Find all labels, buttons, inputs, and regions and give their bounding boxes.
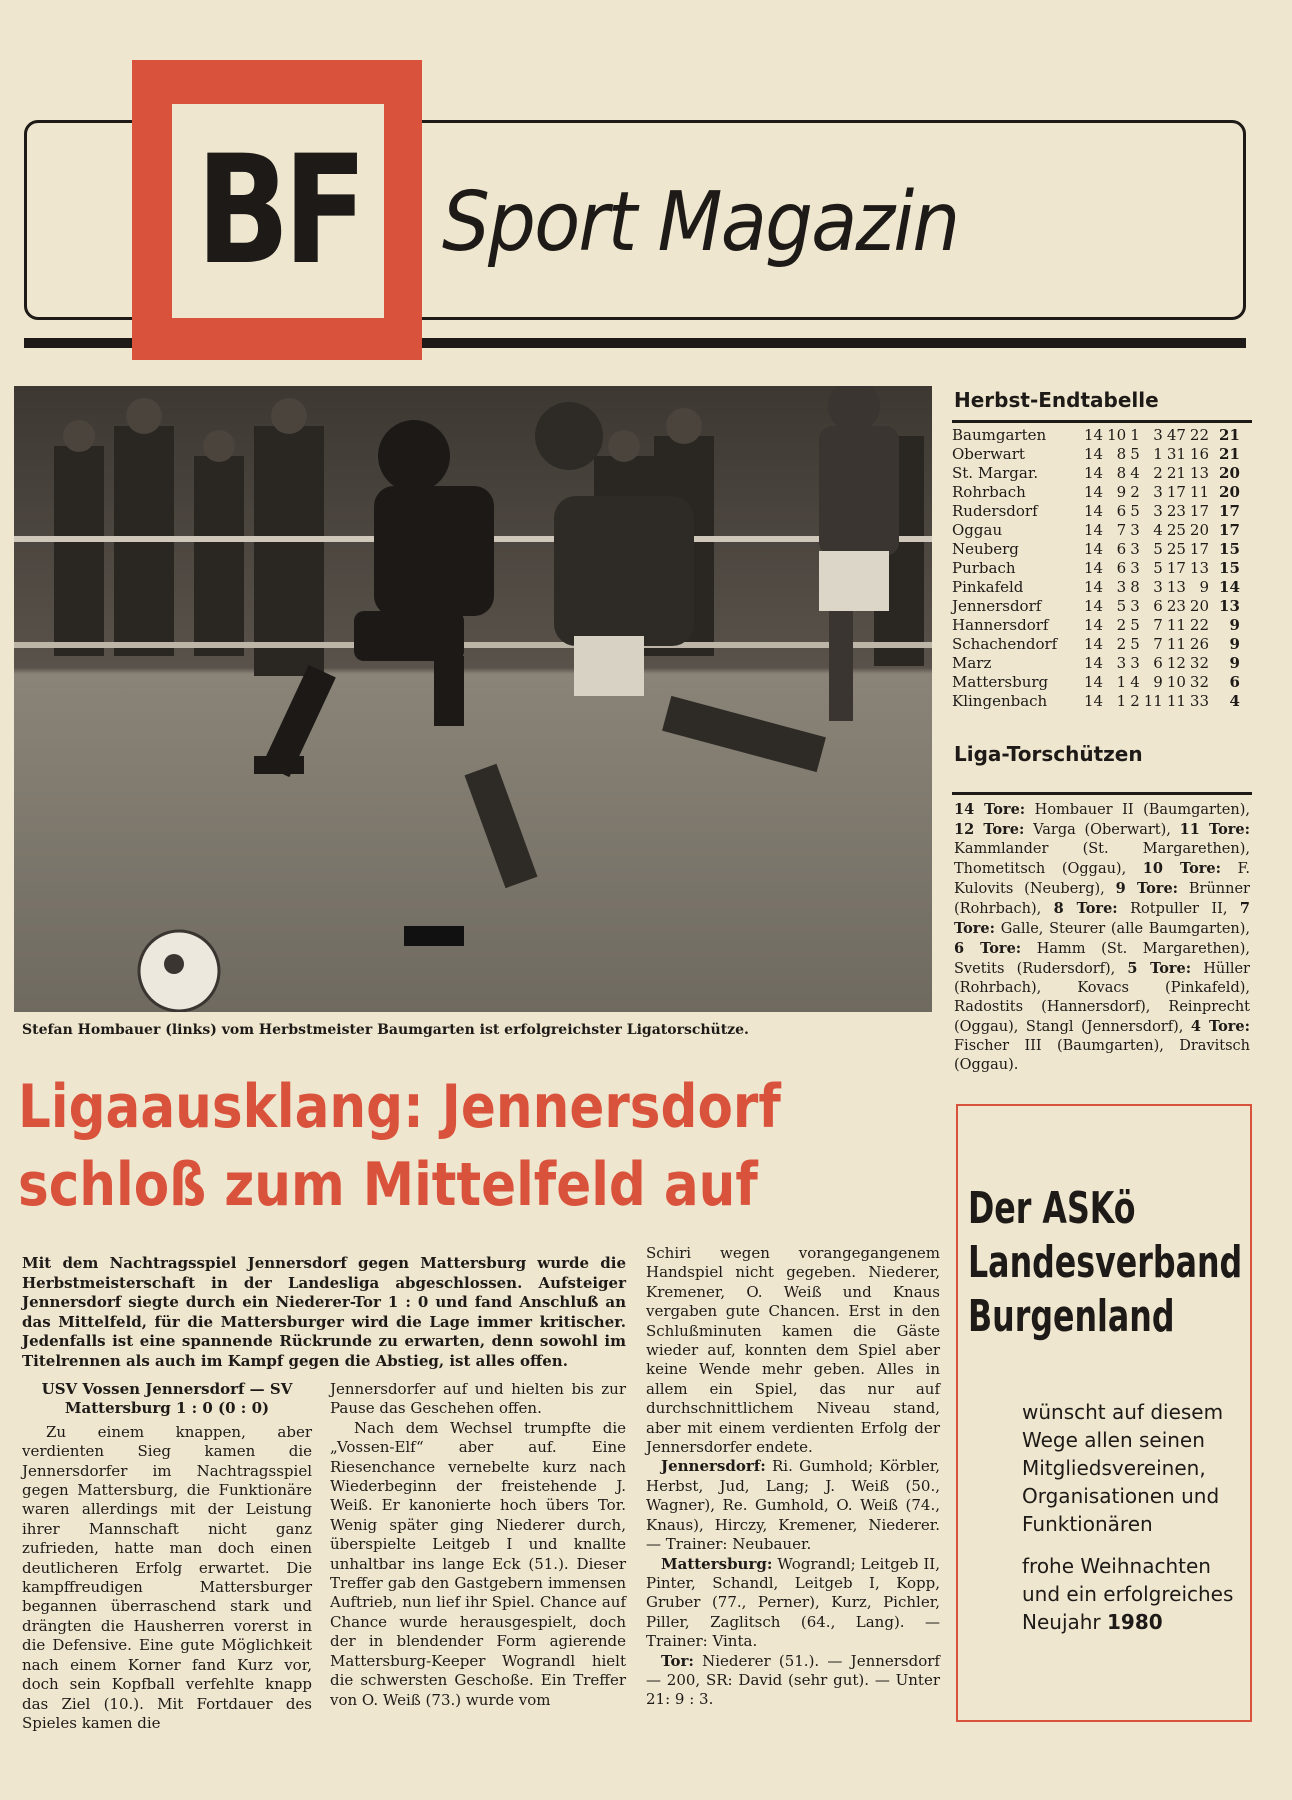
match-photo xyxy=(14,386,932,1012)
team-stat: 12 xyxy=(1166,654,1186,672)
team-stat: 11 xyxy=(1166,635,1186,653)
team-stat: 1 xyxy=(1116,692,1127,710)
team-stat: 2 xyxy=(1116,635,1127,653)
scorer-names: Hamm (St. Margarethen), Svetits (Rudersdorf), xyxy=(954,941,1251,977)
team-stat: 3 xyxy=(1153,502,1163,520)
team-points: 21 xyxy=(1219,445,1240,463)
team-stat: 7 xyxy=(1116,521,1127,539)
team-points: 20 xyxy=(1219,464,1240,482)
team-stat: 14 xyxy=(1084,692,1104,710)
team-stat: 11 xyxy=(1166,616,1186,634)
match-heading: USV Vossen Jennersdorf — SV Mattersburg 1 : 0 (0 : 0) xyxy=(41,1380,293,1418)
team-stat: 47 xyxy=(1166,426,1186,444)
team-stat: 22 xyxy=(1189,426,1210,444)
team-stat: 7 xyxy=(1153,635,1163,653)
team-stat: 6 xyxy=(1116,559,1127,577)
scorer-goals-label: 10 Tore: xyxy=(1142,860,1221,877)
team-stat: 9 xyxy=(1116,483,1127,501)
standings-row xyxy=(952,597,1240,616)
team-points: 15 xyxy=(1219,559,1240,577)
team-name: Klingenbach xyxy=(952,692,1048,710)
scorer-goals-label: 7 Tore: xyxy=(954,900,1250,937)
team-stat: 4 xyxy=(1153,521,1163,539)
team-stat: 14 xyxy=(1084,616,1104,634)
scorer-goals-label: 4 Tore: xyxy=(1190,1018,1251,1035)
scorer-names: Varga (Oberwart), xyxy=(1024,822,1180,838)
team-points: 6 xyxy=(1229,673,1240,691)
standings-title: Herbst-Endtabelle xyxy=(954,388,1159,412)
team-stat: 2 xyxy=(1153,464,1163,482)
photo-caption: Stefan Hombauer (links) vom Herbstmeister Baumgarten ist erfolgreichster Ligatorschütze. xyxy=(22,1022,749,1038)
team-stat: 6 xyxy=(1153,597,1163,615)
article-paragraph: Nach dem Wechsel trumpfte die „Vossen-Elf“ aber auf. Eine Riesenchance vernebelte kurz nach Wiederbeginn der freistehende J. Weiß. Er kanonierte hoch übers Tor. Wenig später ging Niederer durch, überspielte Leitgeb I und knallte unhaltbar ins lange Eck (51.). Dieser Treffer gab den Gastgebern immensen Auftrieb, nun lief ihr Spiel. Chance auf Chance wurde herausgespielt, doch der in blendender Form agierende Mattersburg-Keeper Wograndl hielt die schwersten Geschoße. Ein Treffer von O. Weiß (73.) wurde vom xyxy=(330,1418,626,1709)
team-stat: 3 xyxy=(1116,654,1127,672)
team-stat: 1 xyxy=(1116,673,1127,691)
scorer-goals-label: 6 Tore: xyxy=(954,940,1022,957)
article-paragraph: Jennersdorfer auf und hielten bis zur Pause das Geschehen offen. xyxy=(330,1380,626,1418)
team-points: 20 xyxy=(1219,483,1240,501)
team-stat: 6 xyxy=(1116,502,1127,520)
logo-inner xyxy=(172,104,384,318)
team-name: Baumgarten xyxy=(952,426,1047,444)
standings-row xyxy=(952,521,1240,540)
team-stat: 3 xyxy=(1130,521,1140,539)
team-stat: 32 xyxy=(1189,654,1210,672)
team-stat: 6 xyxy=(1116,540,1127,558)
standings-title-rule xyxy=(952,420,1252,423)
standings-row xyxy=(952,635,1240,654)
team-stat: 14 xyxy=(1084,559,1104,577)
team-stat: 2 xyxy=(1130,483,1140,501)
match-facts xyxy=(646,1652,940,1710)
team-stat: 13 xyxy=(1189,559,1210,577)
team-points: 9 xyxy=(1229,635,1240,653)
scorer-goals-label: 9 Tore: xyxy=(1115,880,1179,897)
article-column-1 xyxy=(22,1380,312,1733)
lineup-mattersburg xyxy=(646,1555,940,1652)
team-stat: 14 xyxy=(1084,578,1104,596)
scorer-names: Galle, Steurer (alle Baumgarten), xyxy=(995,921,1250,937)
team-stat: 25 xyxy=(1166,540,1186,558)
article-lead: Mit dem Nachtragsspiel Jennersdorf gegen Mattersburg wurde die Herbstmeisterschaft in der Landesliga abgeschlossen. Aufsteiger Jennersdorf siegte durch ein Niederer-Tor 1 : 0 und fand Anschluß an das Mittelfeld, für die Mattersburger wird die Lage immer kritischer. Jedenfalls ist eine spannende Rückrunde zu erwarten, denn sowohl im Titelrennen als auch im Kampf gegen die Abstieg, ist alles offen. xyxy=(22,1254,626,1370)
team-stat: 14 xyxy=(1084,540,1104,558)
team-stat: 8 xyxy=(1130,578,1140,596)
standings-row xyxy=(952,559,1240,578)
team-stat: 3 xyxy=(1130,559,1140,577)
headline-line-2: schloß zum Mittelfeld auf xyxy=(18,1150,758,1220)
team-stat: 20 xyxy=(1189,521,1210,539)
team-stat: 11 xyxy=(1189,483,1210,501)
lineup-jennersdorf xyxy=(646,1457,940,1554)
ad-paragraph-2 xyxy=(1022,1552,1242,1636)
match-facts-text: Niederer (51.). — Jennersdorf — 200, SR: David (sehr gut). — Unter 21: 9 : 3. xyxy=(646,1651,940,1709)
team-name: Oberwart xyxy=(952,445,1025,463)
scorers-title: Liga-Torschützen xyxy=(954,742,1143,766)
team-name: Marz xyxy=(952,654,992,672)
scorer-goals-label: 8 Tore: xyxy=(1053,900,1118,917)
scorer-goals-label: 11 Tore: xyxy=(1179,821,1251,838)
team-stat: 14 xyxy=(1084,654,1104,672)
ad-paragraph-1: wünscht auf diesem Wege allen seinen Mitgliedsvereinen, Organisationen und Funktionären xyxy=(1022,1400,1224,1536)
team-stat: 14 xyxy=(1084,464,1104,482)
team-stat: 13 xyxy=(1166,578,1186,596)
ad-body xyxy=(1022,1398,1242,1650)
team-stat: 17 xyxy=(1166,483,1186,501)
standings-row xyxy=(952,692,1240,711)
team-stat: 17 xyxy=(1189,502,1210,520)
team-stat: 14 xyxy=(1084,426,1104,444)
team-points: 17 xyxy=(1219,502,1240,520)
ad-title-line-1: Der ASKö xyxy=(968,1183,1136,1234)
team-points: 13 xyxy=(1219,597,1240,615)
headline-line-1: Ligaausklang: Jennersdorf xyxy=(18,1072,781,1142)
team-stat: 5 xyxy=(1130,635,1140,653)
team-stat: 23 xyxy=(1166,502,1186,520)
team-points: 15 xyxy=(1219,540,1240,558)
ad-year: 1980 xyxy=(1107,1610,1163,1634)
team-points: 9 xyxy=(1229,654,1240,672)
team-stat: 8 xyxy=(1116,464,1127,482)
team-stat: 3 xyxy=(1153,426,1163,444)
magazine-title: Sport Magazin xyxy=(442,175,959,270)
team-stat: 23 xyxy=(1166,597,1186,615)
scorer-goals-label: 5 Tore: xyxy=(1127,960,1192,977)
team-stat: 6 xyxy=(1153,654,1163,672)
team-stat: 7 xyxy=(1153,616,1163,634)
team-stat: 3 xyxy=(1153,483,1163,501)
team-name: Neuberg xyxy=(952,540,1019,558)
team-name: Schachendorf xyxy=(952,635,1058,653)
scorer-names: F. Kulovits (Neuberg), xyxy=(954,861,1250,897)
ad-title-line-3: Burgenland xyxy=(968,1291,1175,1342)
ad-title-line-2: Landesverband xyxy=(968,1237,1243,1288)
scorer-names: Rotpuller II, xyxy=(1117,901,1240,917)
team-stat: 5 xyxy=(1153,559,1163,577)
team-stat: 26 xyxy=(1189,635,1210,653)
team-stat: 25 xyxy=(1166,521,1186,539)
team-stat: 3 xyxy=(1130,540,1140,558)
team-name: Rohrbach xyxy=(952,483,1026,501)
team-name: Rudersdorf xyxy=(952,502,1038,520)
team-stat: 14 xyxy=(1084,445,1104,463)
team-stat: 4 xyxy=(1130,464,1140,482)
team-stat: 3 xyxy=(1130,597,1140,615)
team-stat: 2 xyxy=(1116,616,1127,634)
ad-greeting: frohe Weihnachten und ein erfolgreiches Neujahr xyxy=(1022,1554,1234,1634)
team-stat: 4 xyxy=(1130,673,1140,691)
standings-row xyxy=(952,654,1240,673)
team-stat: 8 xyxy=(1116,445,1127,463)
scorer-goals-label: 14 Tore: xyxy=(954,801,1026,818)
team-stat: 5 xyxy=(1130,502,1140,520)
headline xyxy=(18,1068,809,1224)
team-name: Purbach xyxy=(952,559,1016,577)
team-stat: 17 xyxy=(1189,540,1210,558)
team-stat: 14 xyxy=(1084,483,1104,501)
team-stat: 2 xyxy=(1130,692,1140,710)
team-stat: 5 xyxy=(1130,616,1140,634)
article-column-3 xyxy=(646,1244,940,1710)
scorer-names: Fischer III (Baumgarten), Dravitsch (Oggau). xyxy=(954,1038,1250,1073)
team-stat: 11 xyxy=(1143,692,1163,710)
team-name: Pinkafeld xyxy=(952,578,1024,596)
team-stat: 14 xyxy=(1084,502,1104,520)
team-stat: 11 xyxy=(1166,692,1186,710)
team-stat: 5 xyxy=(1130,445,1140,463)
team-points: 17 xyxy=(1219,521,1240,539)
standings-row xyxy=(952,673,1240,692)
team-stat: 3 xyxy=(1153,578,1163,596)
scorers-list xyxy=(954,800,1250,1075)
team-points: 9 xyxy=(1229,616,1240,634)
match-photo-image xyxy=(14,386,932,1012)
ad-title xyxy=(968,1182,1243,1344)
team-stat: 10 xyxy=(1166,673,1186,691)
team-stat: 33 xyxy=(1189,692,1210,710)
standings-row xyxy=(952,578,1240,597)
team-name: Oggau xyxy=(952,521,1003,539)
team-stat: 32 xyxy=(1189,673,1210,691)
scorer-names: Hombauer II (Baumgarten), xyxy=(1025,802,1250,818)
team-name: Jennersdorf xyxy=(952,597,1042,615)
team-stat: 16 xyxy=(1189,445,1210,463)
lineup-text: Wograndl; Leitgeb II, Pinter, Schandl, Leitgeb I, Kopp, Gruber (77., Perner), Kurz, Pichler, Piller, Zaglitsch (64., Lang). — Trainer: Vinta. xyxy=(646,1554,940,1651)
standings-row xyxy=(952,464,1240,483)
standings-row xyxy=(952,483,1240,502)
standings-row xyxy=(952,540,1240,559)
team-stat: 3 xyxy=(1116,578,1127,596)
standings-row xyxy=(952,502,1240,521)
standings-row xyxy=(952,426,1240,445)
article-paragraph: Schiri wegen vorangegangenem Handspiel nicht gegeben. Niederer, Kremener, O. Weiß und Knaus vergaben gute Chancen. Erst in den Schlußminuten kamen die Gäste wieder auf, konnten dem Spiel aber keine Wende mehr geben. Alles in allem ein Spiel, das nur auf durchschnittlichem Niveau stand, aber mit einem verdienten Erfolg der Jennersdorfer endete. xyxy=(646,1244,940,1457)
team-stat: 5 xyxy=(1153,540,1163,558)
standings-table xyxy=(952,426,1240,711)
team-stat: 20 xyxy=(1189,597,1210,615)
scorer-names: Kammlander (St. Margarethen), Thometitsch (Oggau), xyxy=(954,841,1250,877)
article-column-2 xyxy=(330,1380,626,1710)
logo-letters: BF xyxy=(195,124,361,298)
team-stat: 31 xyxy=(1166,445,1186,463)
lineup-label: Mattersburg: xyxy=(661,1554,773,1573)
team-stat: 14 xyxy=(1084,521,1104,539)
team-stat: 10 xyxy=(1107,426,1127,444)
standings-row xyxy=(952,445,1240,464)
team-points: 14 xyxy=(1219,578,1240,596)
team-name: Hannersdorf xyxy=(952,616,1049,634)
scorer-goals-label: 12 Tore: xyxy=(954,821,1025,838)
team-stat: 17 xyxy=(1166,559,1186,577)
team-points: 21 xyxy=(1219,426,1240,444)
team-stat: 5 xyxy=(1116,597,1127,615)
standings-row xyxy=(952,616,1240,635)
scorer-names: Brünner (Rohrbach), xyxy=(954,881,1250,917)
team-stat: 9 xyxy=(1199,578,1210,596)
scorers-title-rule xyxy=(952,792,1252,795)
match-facts-label: Tor: xyxy=(661,1651,694,1670)
team-stat: 14 xyxy=(1084,597,1104,615)
team-name: St. Margar. xyxy=(952,464,1039,482)
team-stat: 3 xyxy=(1130,654,1140,672)
team-stat: 9 xyxy=(1153,673,1163,691)
team-stat: 22 xyxy=(1189,616,1210,634)
team-name: Mattersburg xyxy=(952,673,1049,691)
lineup-text: Ri. Gumhold; Körbler, Herbst, Jud, Lang; J. Weiß (50., Wagner), Re. Gumhold, O. Weiß (74., Knaus), Hirczy, Kremener, Niederer. — Trainer: Neubauer. xyxy=(646,1457,940,1554)
team-stat: 1 xyxy=(1153,445,1163,463)
team-stat: 13 xyxy=(1189,464,1210,482)
article-paragraph: Zu einem knappen, aber verdienten Sieg kamen die Jennersdorfer im Nachtragsspiel gegen Mattersburg, die Funktionäre waren allerdings mit der Leistung ihrer Mannschaft nicht ganz zufrieden, hatte man doch einen deutlicheren Erfolg erwartet. Die kampffreudigen Mattersburger begannen überraschend stark und drängten die Hausherren vorerst in die Defensive. Eine gute Möglichkeit nach einem Korner fand Kurz vor, doch sein Kopfball verfehlte knapp das Ziel (10.). Mit Fortdauer des Spieles kamen die xyxy=(22,1422,312,1732)
team-stat: 14 xyxy=(1084,673,1104,691)
team-stat: 21 xyxy=(1166,464,1186,482)
team-stat: 1 xyxy=(1130,426,1140,444)
lineup-label: Jennersdorf: xyxy=(661,1457,766,1476)
team-points: 4 xyxy=(1229,692,1240,710)
scorer-names: Hüller (Rohrbach), Kovacs (Pinkafeld), Radostits (Hannersdorf), Reinprecht (Oggau), Stangl (Jennersdorf), xyxy=(954,961,1250,1035)
team-stat: 14 xyxy=(1084,635,1104,653)
